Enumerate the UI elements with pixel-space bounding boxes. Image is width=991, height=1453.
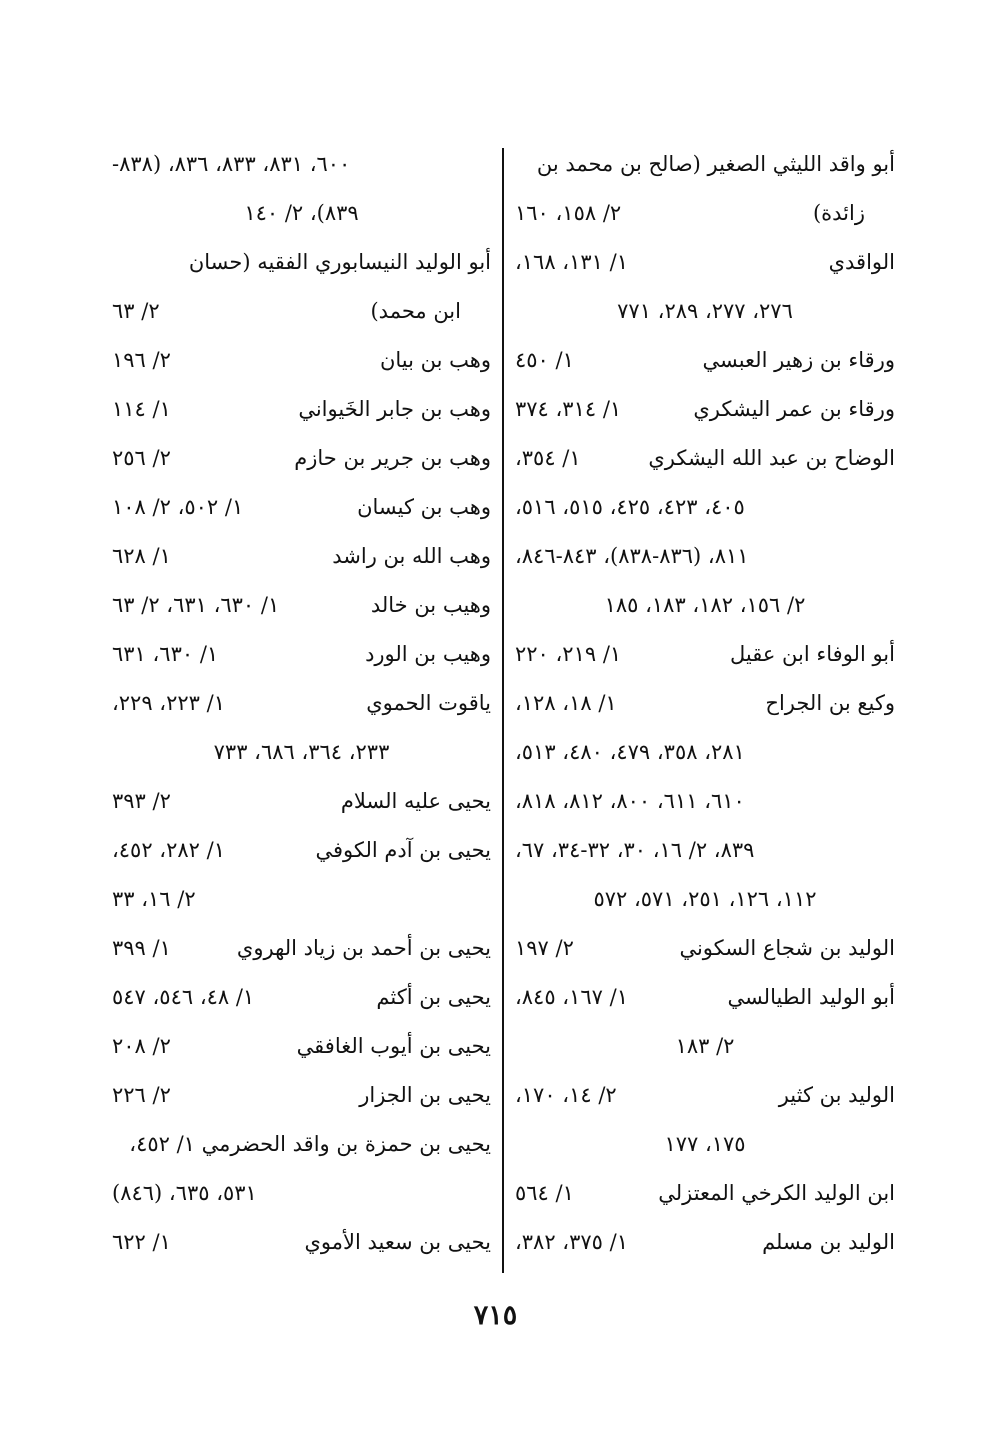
index-entry (112, 140, 491, 189)
index-entry (515, 1071, 895, 1120)
index-entry (515, 1022, 895, 1071)
index-entry (112, 385, 491, 434)
index-entry (515, 336, 895, 385)
entry-references: ٢/ ٢٥٦ (112, 446, 171, 470)
entry-references: ١/ ٣٧٥، ٣٨٢، (515, 1230, 628, 1254)
entry-name: يحيى بن أيوب الغافقي (296, 1034, 491, 1058)
entry-references: ١/ ١٣١، ١٦٨، (515, 250, 628, 274)
index-column-left (112, 140, 491, 1263)
entry-references: ١/ ٤٨، ٥٤٦، ٥٤٧ (112, 985, 255, 1009)
index-entry (112, 826, 491, 875)
entry-references: ٢/ ١٨٣ (675, 1034, 735, 1058)
entry-name: زائدة) (812, 201, 865, 225)
index-entry (515, 924, 895, 973)
entry-references: ٥٣١، ٦٣٥، (٨٤٦) (112, 1181, 257, 1205)
entry-references: ٢٧٦، ٢٧٧، ٢٨٩، ٧٧١ (617, 299, 793, 323)
entry-name: ابن محمد) (370, 299, 461, 323)
index-entry (515, 434, 895, 483)
entry-name: يحيى بن أكثم (376, 985, 491, 1009)
entry-name: يحيى بن الجزار (359, 1083, 491, 1107)
entry-name: يحيى بن أحمد بن زياد الهروي (236, 936, 491, 960)
entry-name: الواقدي (828, 250, 895, 274)
entry-references: ٢٨١، ٣٥٨، ٤٧٩، ٤٨٠، ٥١٣، (515, 740, 745, 764)
entry-name: وهيب بن الورد (365, 642, 491, 666)
index-entry (515, 1169, 895, 1218)
entry-references: ٢/ ٣٩٣ (112, 789, 171, 813)
entry-name: وهب بن بيان (379, 348, 491, 372)
entry-references: ١/ ٦٣٠، ٦٣١، ٢/ ٦٣ (112, 593, 280, 617)
index-entry (515, 385, 895, 434)
index-entry (515, 483, 895, 532)
entry-references: ٦٠٠، ٨٣١، ٨٣٣، ٨٣٦، (٨٣٨- (112, 152, 351, 176)
entry-references: ٢/ ٦٣ (112, 299, 160, 323)
entry-references: ٢/ ١٦، ٣٣ (112, 887, 196, 911)
entry-name: ورقاء بن عمر اليشكري (693, 397, 895, 421)
entry-name: يحيى بن سعيد الأموي (304, 1230, 491, 1254)
entry-references: أبو واقد الليثي الصغير (صالح بن محمد بن (536, 152, 895, 176)
entry-references: ١/ ١٦٧، ٨٤٥، (515, 985, 628, 1009)
entry-name: وهب بن جابر الخَيواني (298, 397, 491, 421)
entry-references: ١/ ٦٢٨ (112, 544, 171, 568)
entry-references: ١/ ١٨، ١٢٨، (515, 691, 617, 715)
index-entry (112, 434, 491, 483)
index-entry (515, 140, 895, 189)
entry-name: يحيى عليه السلام (340, 789, 491, 813)
index-entry (515, 581, 895, 630)
index-entry (515, 728, 895, 777)
entry-references: ٢/ ١٤، ١٧٠، (515, 1083, 617, 1107)
index-entry (112, 679, 491, 728)
index-entry (112, 924, 491, 973)
entry-references: ١/ ١١٤ (112, 397, 171, 421)
index-entry (515, 679, 895, 728)
entry-references: ٢/ ١٥٦، ١٨٢، ١٨٣، ١٨٥ (604, 593, 806, 617)
index-entry (112, 1022, 491, 1071)
entry-references: ١١٢، ١٢٦، ٢٥١، ٥٧١، ٥٧٢ (593, 887, 817, 911)
entry-name: أبو الوليد الطيالسي (727, 985, 895, 1009)
entry-name: يحيى بن آدم الكوفي (315, 838, 491, 862)
entry-name: وكيع بن الجراح (765, 691, 895, 715)
entry-references: ٢/ ٢٢٦ (112, 1083, 171, 1107)
entry-name: الوليد بن شجاع السكوني (679, 936, 895, 960)
entry-name: ابن الوليد الكرخي المعتزلي (658, 1181, 895, 1205)
index-entry (515, 189, 895, 238)
entry-references: يحيى بن حمزة بن واقد الحضرمي ١/ ٤٥٢، (129, 1132, 491, 1156)
index-entry (515, 973, 895, 1022)
entry-references: ٢/ ٢٠٨ (112, 1034, 171, 1058)
index-entry (112, 777, 491, 826)
index-column-right (515, 140, 895, 1263)
entry-name: وهب بن جرير بن حازم (294, 446, 491, 470)
index-entry (112, 1169, 491, 1218)
index-entry (112, 973, 491, 1022)
index-entry (515, 287, 895, 336)
entry-references: ١/ ٢٨٢، ٤٥٢، (112, 838, 225, 862)
entry-name: الوليد بن مسلم (762, 1230, 895, 1254)
entry-references: ١/ ٥٠٢، ٢/ ١٠٨ (112, 495, 244, 519)
entry-references: ١/ ٤٥٠ (515, 348, 574, 372)
index-entry (515, 1218, 895, 1267)
index-entry (112, 532, 491, 581)
index-entry (112, 1071, 491, 1120)
entry-name: الوضاح بن عبد الله اليشكري (648, 446, 895, 470)
entry-name: وهيب بن خالد (370, 593, 491, 617)
entry-references: ١/ ٣٥٤، (515, 446, 581, 470)
entry-name: وهب الله بن راشد (332, 544, 491, 568)
entry-name: الوليد بن كثير (778, 1083, 895, 1107)
page-number: ٧١٥ (473, 1300, 518, 1331)
column-divider (502, 148, 504, 1273)
index-entry (515, 630, 895, 679)
entry-references: ٢/ ١٩٧ (515, 936, 574, 960)
index-entry (112, 1218, 491, 1267)
entry-references: ١/ ٢١٩، ٢٢٠ (515, 642, 622, 666)
entry-name: وهب بن كيسان (357, 495, 491, 519)
entry-references: ٢٣٣، ٣٦٤، ٦٨٦، ٧٣٣ (213, 740, 390, 764)
index-entry (515, 532, 895, 581)
index-entry (515, 875, 895, 924)
index-entry (112, 483, 491, 532)
entry-name: أبو الوفاء ابن عقيل (729, 642, 895, 666)
index-entry (112, 238, 491, 287)
index-entry (515, 777, 895, 826)
entry-references: ١/ ٣١٤، ٣٧٤ (515, 397, 622, 421)
entry-name: ياقوت الحموي (366, 691, 491, 715)
entry-name: ورقاء بن زهير العبسي (702, 348, 895, 372)
entry-references: ١/ ٣٩٩ (112, 936, 171, 960)
index-entry (515, 238, 895, 287)
entry-references: ٨١١، (٨٣٦-٨٣٨)، ٨٤٣-٨٤٦، (515, 544, 749, 568)
entry-references: ١/ ٦٣٠، ٦٣١ (112, 642, 219, 666)
index-entry (515, 1120, 895, 1169)
entry-references: ١٧٥، ١٧٧ (664, 1132, 746, 1156)
entry-references: ٢/ ١٥٨، ١٦٠ (515, 201, 622, 225)
entry-references: ٨٣٩، ٢/ ١٦، ٣٠، ٣٢-٣٤، ٦٧، (515, 838, 755, 862)
entry-references: ١/ ٦٢٢ (112, 1230, 171, 1254)
entry-references: ٦١٠، ٦١١، ٨٠٠، ٨١٢، ٨١٨، (515, 789, 745, 813)
index-entry (112, 1120, 491, 1169)
entry-references: ٤٠٥، ٤٢٣، ٤٢٥، ٥١٥، ٥١٦، (515, 495, 745, 519)
index-entry (515, 826, 895, 875)
entry-references: أبو الوليد النيسابوري الفقيه (حسان (188, 250, 491, 274)
index-entry (112, 336, 491, 385)
entry-references: ٢/ ١٩٦ (112, 348, 171, 372)
index-entry (112, 630, 491, 679)
entry-references: ١/ ٢٢٣، ٢٢٩، (112, 691, 225, 715)
index-entry (112, 875, 491, 924)
entry-references: ٨٣٩)، ٢/ ١٤٠ (244, 201, 359, 225)
index-entry (112, 581, 491, 630)
index-entry (112, 189, 491, 238)
entry-references: ١/ ٥٦٤ (515, 1181, 574, 1205)
index-entry (112, 287, 491, 336)
index-entry (112, 728, 491, 777)
